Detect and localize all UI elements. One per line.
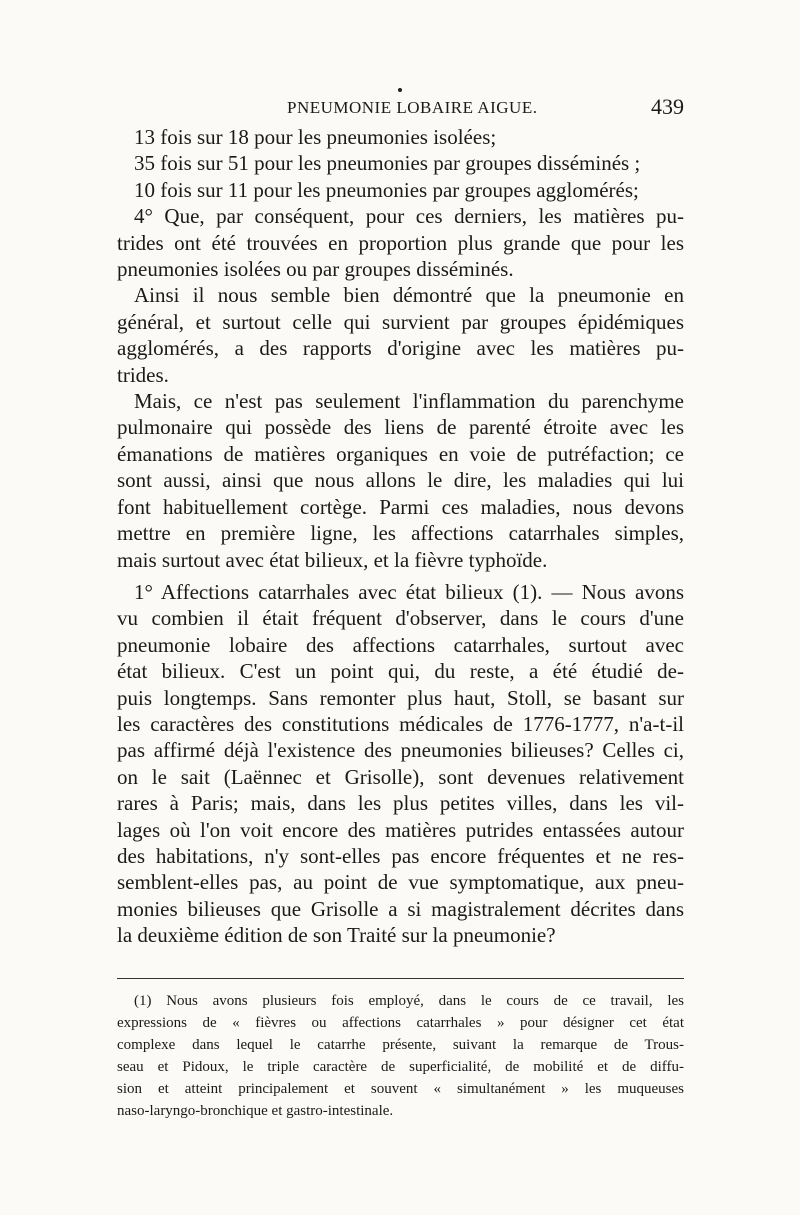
text-line: rares à Paris; mais, dans les plus petites villes, dans les vil- <box>117 791 684 816</box>
text-line: sont aussi, ainsi que nous allons le dire, les maladies qui lui <box>117 468 684 493</box>
text-line: pulmonaire qui possède des liens de parenté étroite avec les <box>117 415 684 440</box>
page-number: 439 <box>651 94 684 119</box>
text-line: monies bilieuses que Grisolle a si magistralement décrites dans <box>117 896 684 921</box>
text-line: état bilieux. C'est un point qui, du reste, a été étudié de- <box>117 659 684 684</box>
footnote-line: expressions de « fièvres ou affections catarrhales » pour désigner cet état <box>117 1015 684 1031</box>
text-line: 10 fois sur 11 pour les pneumonies par groupes agglomérés; <box>134 177 639 202</box>
ink-dot <box>398 88 402 92</box>
text-line: puis longtemps. Sans remonter plus haut, Stoll, se basant sur <box>117 685 684 710</box>
text-line: émanations de matières organiques en voie de putréfaction; ce <box>117 441 684 466</box>
footnote-line: seau et Pidoux, le triple caractère de superficialité, de mobilité et de diffu- <box>117 1059 684 1075</box>
text-line: font habituellement cortège. Parmi ces maladies, nous devons <box>117 494 684 519</box>
footnote-line: (1) Nous avons plusieurs fois employé, dans le cours de ce travail, les <box>134 993 684 1009</box>
text-line: la deuxième édition de son Traité sur la pneumonie? <box>117 923 556 948</box>
text-line: vu combien il était fréquent d'observer, dans le cours d'une <box>117 606 684 631</box>
text-line: mais surtout avec état bilieux, et la fièvre typhoïde. <box>117 547 548 572</box>
footnote <box>117 990 684 1122</box>
text-line: les caractères des constitutions médicales de 1776-1777, n'a-t-il <box>117 711 684 736</box>
body-text <box>117 124 684 949</box>
text-line: semblent-elles pas, au point de vue symptomatique, aux pneu- <box>117 870 684 895</box>
footnote-line: naso-laryngo-bronchique et gastro-intestinale. <box>117 1103 394 1119</box>
text-line: lages où l'on voit encore des matières putrides entassées autour <box>117 817 684 842</box>
text-line: 35 fois sur 51 pour les pneumonies par groupes disséminés ; <box>134 151 641 176</box>
text-line: général, et surtout celle qui survient par groupes épidémiques <box>117 309 684 334</box>
text-line: on le sait (Laënnec et Grisolle), sont devenues relativement <box>117 764 684 789</box>
running-title: PNEUMONIE LOBAIRE AIGUE. <box>287 98 538 117</box>
text-line: pneumonie lobaire des affections catarrhales, surtout avec <box>117 632 684 657</box>
text-line: Mais, ce n'est pas seulement l'inflammation du parenchyme <box>134 389 684 414</box>
footnote-line: sion et atteint principalement et souvent « simultanément » les muqueuses <box>117 1081 684 1097</box>
text-line: trides ont été trouvées en proportion plus grande que pour les <box>117 230 684 255</box>
text-line: mettre en première ligne, les affections catarrhales simples, <box>117 521 684 546</box>
text-line: pas affirmé déjà l'existence des pneumonies bilieuses? Celles ci, <box>117 738 684 763</box>
text-line: des habitations, n'y sont-elles pas encore fréquentes et ne res- <box>117 843 684 868</box>
text-line: 4° Que, par conséquent, pour ces derniers, les matières pu- <box>134 204 684 229</box>
text-line: pneumonies isolées ou par groupes disséminés. <box>117 257 514 282</box>
text-line: 1° Affections catarrhales avec état bilieux (1). — Nous avons <box>134 579 684 604</box>
text-line: 13 fois sur 18 pour les pneumonies isolées; <box>134 125 497 149</box>
footnote-divider <box>117 978 684 979</box>
text-line: Ainsi il nous semble bien démontré que la pneumonie en <box>134 283 684 308</box>
text-line: trides. <box>117 362 169 387</box>
text-line: agglomérés, a des rapports d'origine avec les matières pu- <box>117 336 684 361</box>
footnote-line: complexe dans lequel le catarrhe présente, suivant la remarque de Trous- <box>117 1037 684 1053</box>
